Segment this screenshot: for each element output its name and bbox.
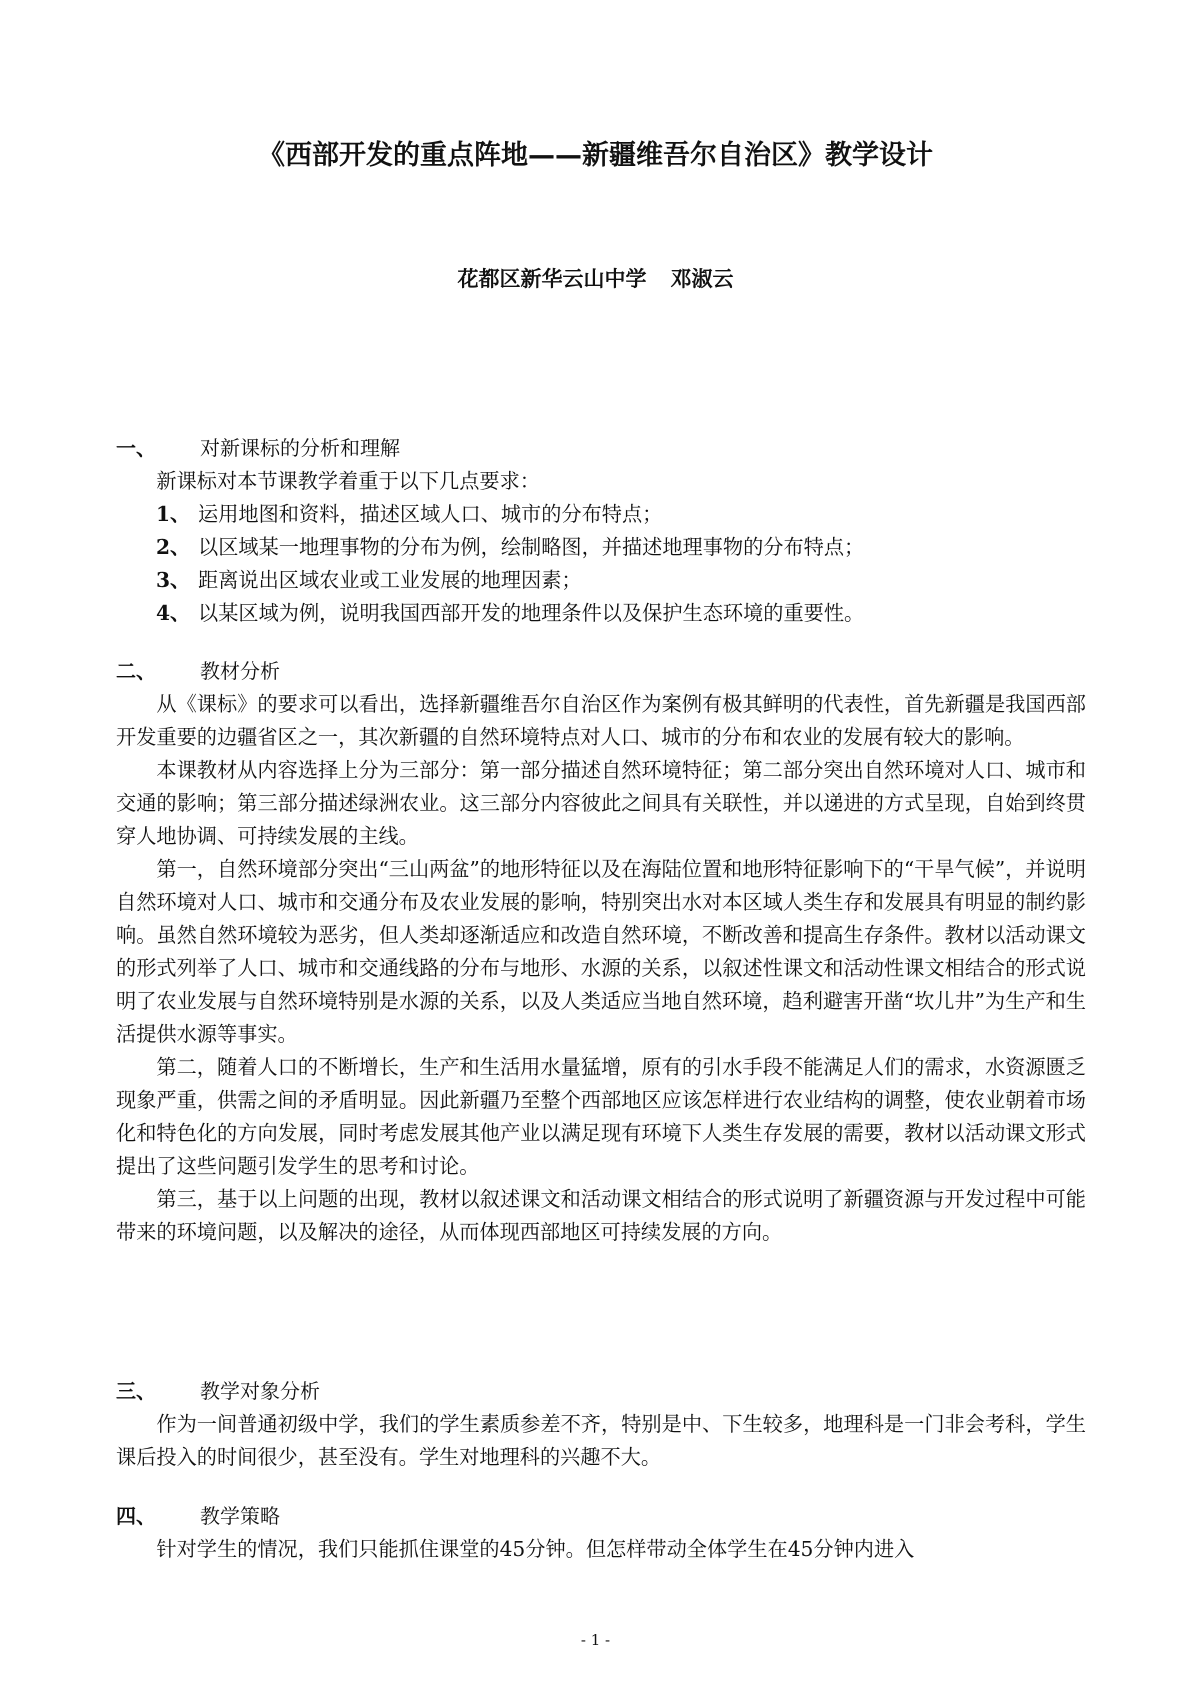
section-3 xyxy=(116,1375,1086,1474)
paragraph: 第三，基于以上问题的出现，教材以叙述课文和活动课文相结合的形式说明了新疆资源与开发过程中可能带来的环境问题，以及解决的途径，从而体现西部地区可持续发展的方向。 xyxy=(116,1187,1086,1244)
section-2 xyxy=(116,655,1086,1249)
section-number: 一、 xyxy=(116,436,156,460)
section-title: 对新课标的分析和理解 xyxy=(200,436,400,460)
section-number: 四、 xyxy=(116,1504,156,1528)
section-4 xyxy=(116,1500,1086,1566)
paragraph: 本课教材从内容选择上分为三部分：第一部分描述自然环境特征；第二部分突出自然环境对人口、城市和交通的影响；第三部分描述绿洲农业。这三部分内容彼此之间具有关联性，并以递进的方式呈现，自始到终贯穿人地协调、可持续发展的主线。 xyxy=(116,758,1086,848)
requirement-item xyxy=(116,597,1086,630)
section-number: 二、 xyxy=(116,659,156,683)
author-line xyxy=(0,263,1191,295)
section-intro: 新课标对本节课教学着重于以下几点要求： xyxy=(156,469,540,493)
requirement-item xyxy=(116,498,1086,531)
author-name: 邓淑云 xyxy=(670,267,734,291)
section-heading xyxy=(116,432,1086,465)
section-heading xyxy=(116,655,1086,688)
requirement-number: 2、 xyxy=(156,535,191,559)
document-title: 《西部开发的重点阵地——新疆维吾尔自治区》教学设计 xyxy=(258,140,933,171)
requirement-text: 以某区域为例，说明我国西部开发的地理条件以及保护生态环境的重要性。 xyxy=(198,601,865,625)
requirement-number: 4、 xyxy=(156,601,191,625)
section-1 xyxy=(116,432,1086,630)
paragraph: 第一，自然环境部分突出“三山两盆”的地形特征以及在海陆位置和地形特征影响下的“干旱气候”，并说明自然环境对人口、城市和交通分布及农业发展的影响，特别突出水对本区域人类生存和发展具有明显的制约影响。虽然自然环境较为恶劣，但人类却逐渐适应和改造自然环境，不断改善和提高生存条件。教材以活动课文的形式列举了人口、城市和交通线路的分布与地形、水源的关系，以叙述性课文和活动性课文相结合的形式说明了农业发展与自然环境特别是水源的关系，以及人类适应当地自然环境，趋利避害开凿“坎儿井”为生产和生活提供水源等事实。 xyxy=(116,857,1086,1046)
requirement-text: 距离说出区域农业或工业发展的地理因素； xyxy=(198,568,582,592)
section-title: 教学策略 xyxy=(200,1504,280,1528)
paragraph: 作为一间普通初级中学，我们的学生素质参差不齐，特别是中、下生较多，地理科是一门非会考科，学生课后投入的时间很少，甚至没有。学生对地理科的兴趣不大。 xyxy=(116,1412,1086,1469)
requirement-item xyxy=(116,564,1086,597)
requirement-text: 以区域某一地理事物的分布为例，绘制略图，并描述地理事物的分布特点； xyxy=(198,535,865,559)
section-title: 教材分析 xyxy=(200,659,280,683)
page-number: - 1 - xyxy=(580,1631,611,1649)
paragraph: 从《课标》的要求可以看出，选择新疆维吾尔自治区作为案例有极其鲜明的代表性，首先新疆是我国西部开发重要的边疆省区之一，其次新疆的自然环境特点对人口、城市的分布和农业的发展有较大的影响。 xyxy=(116,692,1086,749)
requirement-number: 1、 xyxy=(156,502,191,526)
requirement-text: 运用地图和资料，描述区域人口、城市的分布特点； xyxy=(198,502,663,526)
paragraph: 针对学生的情况，我们只能抓住课堂的45分钟。但怎样带动全体学生在45分钟内进入 xyxy=(156,1537,915,1561)
requirement-number: 3、 xyxy=(156,568,191,592)
paragraph: 第二，随着人口的不断增长，生产和生活用水量猛增，原有的引水手段不能满足人们的需求，水资源匮乏现象严重，供需之间的矛盾明显。因此新疆乃至整个西部地区应该怎样进行农业结构的调整，使农业朝着市场化和特色化的方向发展，同时考虑发展其他产业以满足现有环境下人类生存发展的需要，教材以活动课文形式提出了这些问题引发学生的思考和讨论。 xyxy=(116,1055,1086,1178)
section-heading xyxy=(116,1375,1086,1408)
section-title: 教学对象分析 xyxy=(200,1379,320,1403)
section-number: 三、 xyxy=(116,1379,156,1403)
author-school: 花都区新华云山中学 xyxy=(457,267,647,291)
requirement-item xyxy=(116,531,1086,564)
section-heading xyxy=(116,1500,1086,1533)
